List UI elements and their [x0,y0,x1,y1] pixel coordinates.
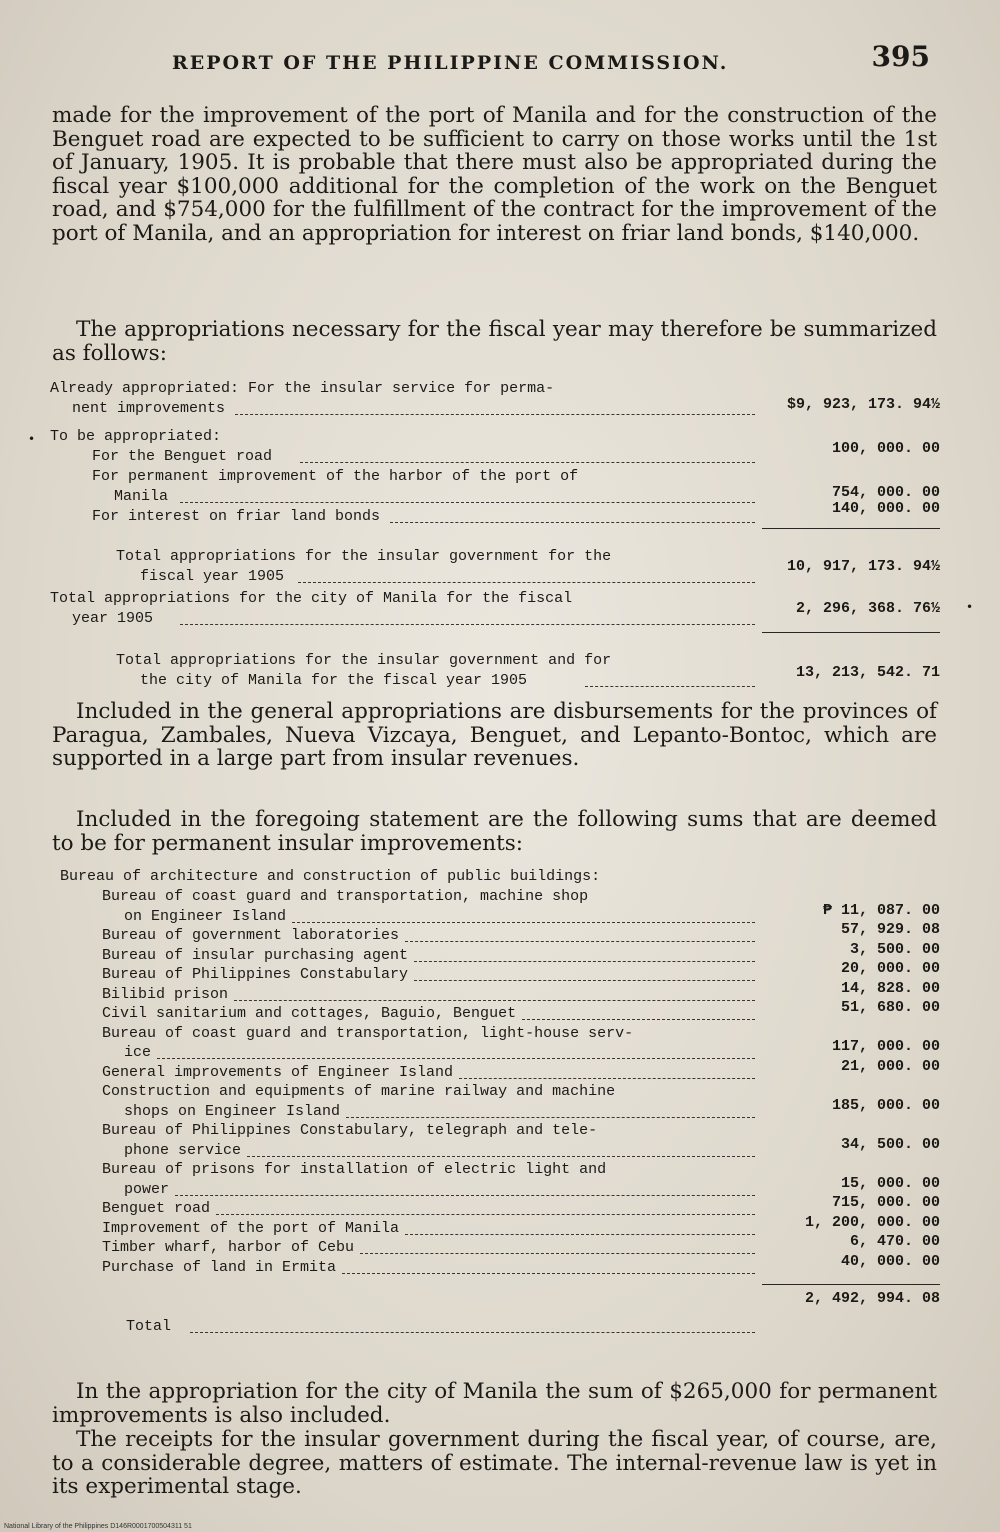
dot-leader [247,1156,755,1157]
dot-leader [360,1253,755,1254]
improvement-amount: 34, 500. 00 [840,1135,940,1153]
improvement-amount: 40, 000. 00 [840,1252,940,1270]
improvement-row [50,1252,940,1279]
margin-mark: • [966,600,974,614]
improvement-label: shops on Engineer Island [124,1102,341,1120]
improvement-label: Construction and equipments of marine railway and machine [102,1083,616,1100]
improvement-amount: 20, 000. 00 [840,960,940,977]
margin-mark: • [28,432,36,446]
improvement-amount: 1, 200, 000. 00 [804,1213,940,1231]
improvement-label: Improvement of the port of Manila [102,1219,400,1237]
summary-label: the city of Manila for the fiscal year 1905 [140,672,528,689]
summary-row-total-insular-2 [50,558,940,588]
improvement-label: Bureau of coast guard and transportation, light-house serv- [102,1024,634,1042]
dot-leader [180,624,755,625]
summary-label: fiscal year 1905 [140,568,285,585]
dot-leader [175,1195,755,1196]
summary-row-total-city-2 [50,600,940,630]
dot-leader [342,1273,755,1274]
improvement-label: Purchase of land in Ermita [102,1258,337,1276]
dot-leader [190,1332,755,1333]
improvement-label: Bureau of Philippines Constabulary, telegraph and tele- [102,1122,598,1139]
improvement-amount: 3, 500. 00 [849,940,940,958]
paragraph-3-text: Included in the general appropriations are disbursements for the provinces of Paragua, Zambales, Nueva Vizcaya, Benguet, and Lepanto-Bontoc, which are supported in a large part from insular revenues. [52,699,937,771]
improvements-total-amount: 2, 492, 994. 08 [804,1290,940,1307]
paragraph-5 [52,1380,937,1427]
paragraph-4 [52,808,937,855]
improvement-label: Civil sanitarium and cottages, Baguio, Benguet [102,1005,517,1022]
improvement-row-cont [50,1135,940,1162]
dot-leader [292,922,755,923]
improvement-label: Timber wharf, harbor of Cebu [102,1239,355,1256]
summary-label: nent improvements [72,400,226,417]
summary-row-interest [50,500,940,528]
summary-label: Total appropriations for the city of Manila for the fiscal [50,590,573,607]
summary-label: year 1905 [72,610,154,627]
dot-leader [585,686,755,687]
summary-amount: 140, 000. 00 [831,500,940,517]
improvement-amount: 715, 000. 00 [831,1194,940,1211]
improvement-label: Bureau of insular purchasing agent [102,946,409,964]
dot-leader [390,522,755,523]
dot-leader [157,1058,755,1059]
improvement-label: General improvements of Engineer Island [102,1063,454,1081]
improvement-label: ice [124,1044,152,1061]
improvement-row [50,1057,940,1084]
improvement-amount: 15, 000. 00 [840,1174,940,1192]
dot-leader [414,961,755,962]
page-number: 395 [871,40,930,73]
dot-leader [298,582,755,583]
summary-label: Manila [114,488,169,505]
dot-leader [346,1117,755,1118]
summary-row-benguet [50,440,940,468]
summary-row-already-2 [50,396,940,420]
improvement-label: Bureau of government laboratories [102,927,400,944]
summary-label: For the Benguet road [92,448,273,465]
dot-leader [300,462,755,463]
improvement-amount: ₱ 11, 087. 00 [822,901,940,919]
summary-amount: 10, 917, 173. 94½ [786,558,940,575]
improvement-label: Benguet road [102,1200,211,1217]
improvement-label: Bureau of coast guard and transportation, machine shop [102,888,589,905]
dot-leader [459,1078,755,1079]
improvement-amount: 185, 000. 00 [831,1096,940,1114]
improvement-label: phone service [124,1141,242,1159]
paragraph-2-text: The appropriations necessary for the fiscal year may therefore be summarized as follows: [52,317,937,366]
dot-leader [414,980,755,981]
improvement-label: Bureau of Philippines Constabulary [102,966,409,983]
improvements-total-row [50,1318,940,1338]
improvement-row [50,999,940,1025]
paragraph-2 [52,318,937,365]
dot-leader [180,502,755,503]
summary-amount: 13, 213, 542. 71 [795,664,940,681]
improvement-amount: 14, 828. 00 [840,979,940,997]
sum-rule [762,1284,940,1285]
summary-amount: 2, 296, 368. 76½ [795,600,940,617]
improvement-amount: 51, 680. 00 [840,999,940,1016]
summary-label: For interest on friar land bonds [92,508,381,525]
paragraph-5-text: In the appropriation for the city of Manila the sum of $265,000 for permanent improvements is also included. [52,1379,937,1428]
summary-label: Total appropriations for the insular government for the [116,548,612,565]
improvement-label: Bilibid prison [102,985,229,1003]
improvements-total-label: Total [126,1318,172,1335]
improvements-total-amount-row [50,1290,940,1310]
summary-amount: $9, 923, 173. 94½ [786,396,940,413]
running-title: REPORT OF THE PHILIPPINE COMMISSION. [172,52,729,74]
sum-rule [762,632,940,633]
paragraph-6-text: The receipts for the insular government during the fiscal year, of course, are, to a considerable degree, matters of estimate. The internal-revenue law is yet in its experimental stage. [52,1427,937,1499]
summary-amount: 754, 000. 00 [831,484,940,501]
summary-row-grand-2 [50,664,940,692]
sum-rule [762,528,940,529]
page-header [60,40,940,80]
improvement-label: Bureau of prisons for installation of electric light and [102,1161,607,1178]
improvements-heading-label: Bureau of architecture and construction of public buildings: [60,868,601,885]
paragraph-4-text: Included in the foregoing statement are the following sums that are deemed to be for permanent insular improvements: [52,807,937,856]
summary-amount: 100, 000. 00 [831,440,940,457]
paragraph-1-text: made for the improvement of the port of Manila and for the construction of the Benguet road are expected to be sufficient to carry on those works until the 1st of January, 1905. It is probable that there must also be appropriated during the fiscal year $100,000 additional for the completion of the work on the Benguet road, and $754,000 for the fulfillment of the contract for the improvement of the port of Manila, and an appropriation for interest on friar land bonds, $140,000. [52,103,937,246]
dot-leader [216,1214,755,1215]
paragraph-1 [52,104,937,245]
dot-leader [522,1019,755,1020]
improvement-amount: 117, 000. 00 [831,1038,940,1055]
paragraph-3 [52,700,937,771]
improvement-label: on Engineer Island [124,907,287,925]
summary-label: Total appropriations for the insular government and for [116,652,612,669]
summary-label: For permanent improvement of the harbor of the port of [92,468,579,485]
summary-label: Already appropriated: For the insular service for perma- [50,380,555,397]
improvement-amount: 57, 929. 08 [840,921,940,938]
dot-leader [234,1000,755,1001]
improvements-heading [50,868,940,888]
dot-leader [405,941,755,942]
improvement-row-cont [50,1096,940,1123]
scan-footer: National Library of the Philippines D146R0001700504311 51 [4,1523,192,1530]
summary-label: To be appropriated: [50,428,222,445]
improvement-label: power [124,1180,170,1198]
improvement-amount: 6, 470. 00 [849,1233,940,1250]
dot-leader [235,414,755,415]
improvement-amount: 21, 000. 00 [840,1057,940,1075]
paragraph-6 [52,1428,937,1499]
dot-leader [405,1234,755,1235]
